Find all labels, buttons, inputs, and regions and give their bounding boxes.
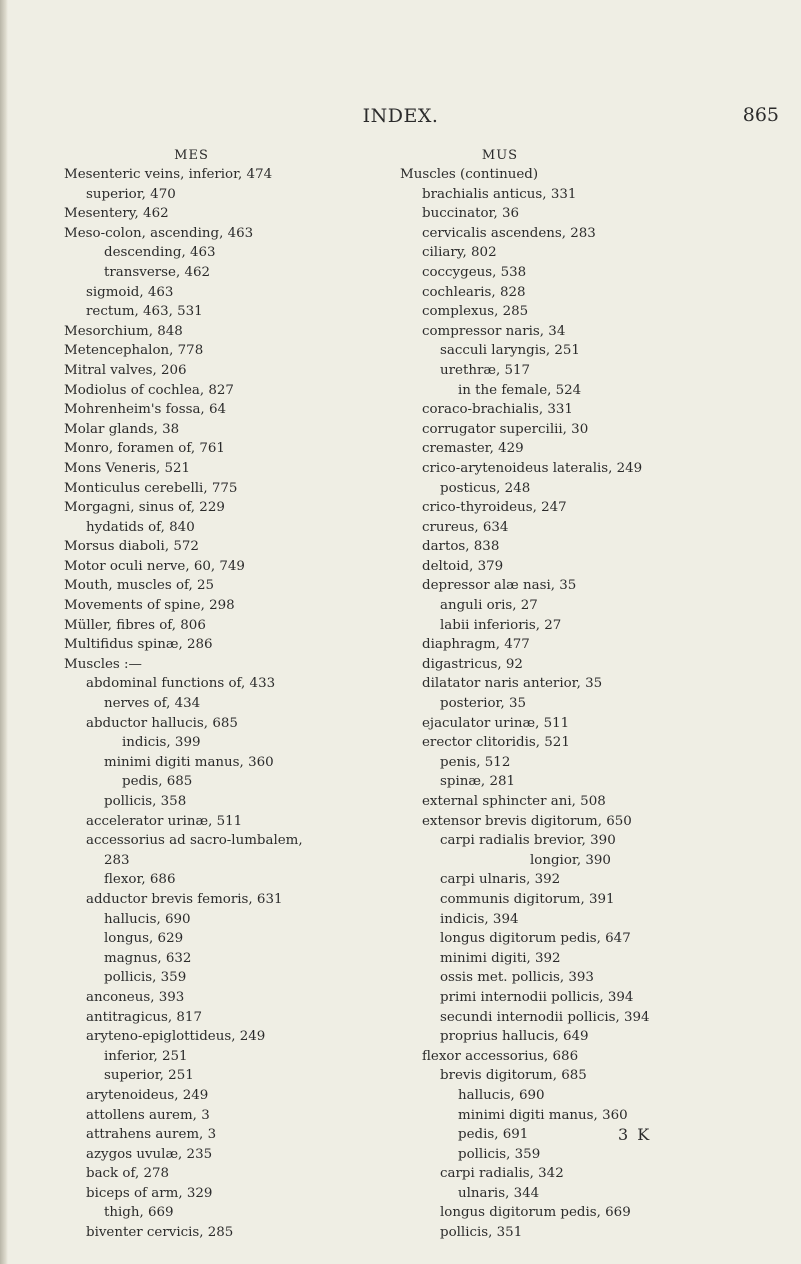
index-entry: penis, 512: [440, 754, 511, 770]
index-entry: rectum, 463, 531: [86, 304, 203, 320]
index-entry: minimi digiti manus, 360: [458, 1107, 628, 1123]
index-entry: descending, 463: [104, 245, 216, 261]
index-entry: brevis digitorum, 685: [440, 1068, 587, 1084]
index-entry: Mesorchium, 848: [64, 323, 183, 339]
index-entry: flexor, 686: [104, 872, 176, 888]
index-entry: superior, 470: [86, 186, 176, 202]
index-entry: arytenoideus, 249: [86, 1087, 209, 1103]
index-entry: ejaculator urinæ, 511: [422, 715, 570, 731]
index-entry: biventer cervicis, 285: [86, 1225, 234, 1241]
index-entry: transverse, 462: [104, 264, 211, 280]
index-entry: minimi digiti, 392: [440, 950, 561, 966]
index-entry: Metencephalon, 778: [64, 343, 204, 359]
index-entry: Muscles :—: [64, 656, 142, 672]
index-entry: posterior, 35: [440, 696, 527, 712]
index-entry: crico-arytenoideus lateralis, 249: [422, 460, 643, 476]
index-entry: buccinator, 36: [422, 206, 520, 222]
index-entry: longior, 390: [530, 852, 611, 868]
index-entry: accessorius ad sacro-lumbalem,: [86, 833, 303, 849]
index-entry: Motor oculi nerve, 60, 749: [64, 558, 245, 574]
index-entry: anguli oris, 27: [440, 598, 538, 614]
index-entry: accelerator urinæ, 511: [86, 813, 243, 829]
index-entry: primi internodii pollicis, 394: [440, 989, 634, 1005]
index-entry: longus, 629: [104, 931, 184, 947]
index-entry: nerves of, 434: [104, 696, 201, 712]
signature-mark: 3 K: [618, 1125, 652, 1144]
index-entry: Mohrenheim's fossa, 64: [64, 402, 226, 418]
index-entry: adductor brevis femoris, 631: [86, 891, 283, 907]
index-entry: Morgagni, sinus of, 229: [64, 500, 225, 516]
index-entry: Monticulus cerebelli, 775: [64, 480, 238, 496]
index-entry: back of, 278: [86, 1166, 170, 1182]
index-entry: secundi internodii pollicis, 394: [440, 1009, 650, 1025]
index-entry: abdominal functions of, 433: [86, 676, 276, 692]
index-entry: Muscles (continued): [400, 167, 539, 182]
index-entry: aryteno-epiglottideus, 249: [86, 1029, 266, 1045]
index-entry: attollens aurem, 3: [86, 1107, 210, 1123]
index-column-right: [400, 146, 790, 1243]
page-binding-edge: [0, 0, 8, 1264]
index-entry: Müller, fibres of, 806: [64, 617, 206, 633]
index-entry: Mesentery, 462: [64, 206, 169, 222]
index-entry: external sphincter ani, 508: [422, 794, 606, 809]
index-entry: ciliary, 802: [422, 245, 497, 261]
index-entry: Mesenteric veins, inferior, 474: [64, 167, 273, 182]
index-entry: abductor hallucis, 685: [86, 715, 238, 731]
index-entry: indicis, 399: [122, 735, 201, 751]
index-entry: magnus, 632: [104, 950, 192, 966]
index-entry: cervicalis ascendens, 283: [422, 225, 596, 241]
index-entry: extensor brevis digitorum, 650: [422, 813, 632, 829]
index-entry: carpi ulnaris, 392: [440, 872, 561, 888]
index-entry: attrahens aurem, 3: [86, 1127, 217, 1143]
index-entry: Monro, foramen of, 761: [64, 441, 225, 457]
index-entry: communis digitorum, 391: [440, 891, 615, 907]
index-entry: erector clitoridis, 521: [422, 735, 570, 751]
index-entry: labii inferioris, 27: [440, 617, 562, 633]
index-entry: deltoid, 379: [422, 558, 504, 574]
index-entry: Meso-colon, ascending, 463: [64, 225, 254, 241]
index-entry: posticus, 248: [440, 480, 531, 496]
index-entry: indicis, 394: [440, 911, 519, 927]
index-entry: pedis, 685: [122, 774, 193, 790]
index-entry: hallucis, 690: [104, 911, 191, 927]
index-entry: pollicis, 351: [440, 1225, 523, 1241]
index-entry: crico-thyroideus, 247: [422, 500, 567, 516]
index-entry: Mons Veneris, 521: [64, 460, 191, 476]
index-entry: brachialis anticus, 331: [422, 186, 577, 202]
column-guide-word: MES: [174, 148, 209, 163]
index-entry: coraco-brachialis, 331: [422, 402, 573, 418]
index-entry: pollicis, 358: [104, 794, 187, 809]
index-entry: corrugator supercilii, 30: [422, 421, 589, 437]
index-entry: dilatator naris anterior, 35: [422, 676, 603, 692]
index-entry: Mitral valves, 206: [64, 362, 187, 378]
index-column-left: [64, 146, 364, 1243]
index-entry: pollicis, 359: [104, 970, 187, 986]
index-entry: Morsus diaboli, 572: [64, 539, 199, 555]
index-entry-list: [400, 165, 790, 1243]
index-entry: spinæ, 281: [440, 774, 516, 790]
index-entry: hallucis, 690: [458, 1087, 545, 1103]
index-entry: thigh, 669: [104, 1205, 174, 1221]
index-entry: anconeus, 393: [86, 989, 185, 1005]
page-number: 865: [742, 104, 779, 126]
index-entry: ulnaris, 344: [458, 1185, 540, 1201]
index-entry: Mouth, muscles of, 25: [64, 578, 215, 594]
index-entry: crureus, 634: [422, 519, 509, 535]
index-entry: inferior, 251: [104, 1048, 188, 1064]
index-entry: sigmoid, 463: [86, 284, 174, 300]
index-entry: carpi radialis, 342: [440, 1166, 564, 1182]
index-entry-list: [64, 165, 364, 1243]
index-entry: ossis met. pollicis, 393: [440, 970, 594, 986]
index-entry: coccygeus, 538: [422, 264, 527, 280]
index-entry: sacculi laryngis, 251: [440, 343, 580, 359]
index-entry: dartos, 838: [422, 539, 500, 555]
index-entry: antitragicus, 817: [86, 1009, 202, 1025]
index-entry: cremaster, 429: [422, 441, 524, 457]
index-entry: azygos uvulæ, 235: [86, 1146, 213, 1162]
column-guide-word: MUS: [481, 148, 519, 163]
index-entry: 283: [104, 852, 130, 868]
index-entry: carpi radialis brevior, 390: [440, 833, 616, 849]
index-entry: hydatids of, 840: [86, 519, 195, 535]
index-entry: cochlearis, 828: [422, 284, 526, 300]
index-entry: superior, 251: [104, 1068, 194, 1084]
index-entry: diaphragm, 477: [422, 637, 530, 653]
index-entry: Molar glands, 38: [64, 421, 180, 437]
index-entry: pollicis, 359: [458, 1146, 541, 1162]
index-entry: proprius hallucis, 649: [440, 1029, 589, 1045]
index-entry: in the female, 524: [458, 382, 582, 398]
running-header-title: INDEX.: [362, 105, 439, 127]
index-entry: longus digitorum pedis, 669: [440, 1205, 631, 1221]
index-entry: Movements of spine, 298: [64, 598, 235, 614]
index-entry: minimi digiti manus, 360: [104, 754, 274, 770]
index-entry: Multifidus spinæ, 286: [64, 637, 213, 653]
index-entry: longus digitorum pedis, 647: [440, 931, 631, 947]
index-entry: flexor accessorius, 686: [422, 1048, 579, 1064]
index-entry: biceps of arm, 329: [86, 1185, 213, 1201]
index-entry: urethræ, 517: [440, 362, 531, 378]
index-entry: digastricus, 92: [422, 656, 523, 672]
index-entry: compressor naris, 34: [422, 323, 566, 339]
index-entry: depressor alæ nasi, 35: [422, 578, 577, 594]
index-entry: Modiolus of cochlea, 827: [64, 382, 234, 398]
index-entry: pedis, 691: [458, 1127, 529, 1143]
index-entry: complexus, 285: [422, 304, 529, 320]
